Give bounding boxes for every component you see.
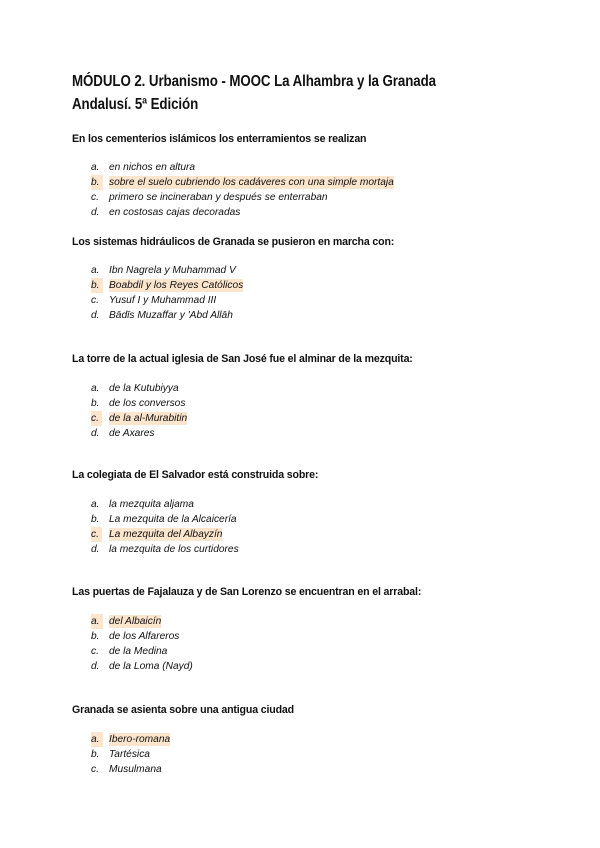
answer-list xyxy=(72,732,542,777)
option-letter: d. xyxy=(91,310,100,321)
answer-option xyxy=(72,659,542,674)
option-letter: b. xyxy=(91,278,103,293)
page-title: MÓDULO 2. Urbanismo - MOOC La Alhambra y la Granada Andalusí. 5ª Edición xyxy=(72,73,436,113)
option-letter: b. xyxy=(91,749,100,760)
question-block xyxy=(72,585,542,674)
answer-option xyxy=(72,512,542,527)
option-text: la mezquita aljama xyxy=(109,499,194,510)
question-text: Las puertas de Fajalauza y de San Lorenzo se encuentran en el arrabal: xyxy=(72,586,422,598)
option-text: primero se incineraban y después se enterraban xyxy=(109,192,328,203)
question-text: Los sistemas hidráulicos de Granada se pusieron en marcha con: xyxy=(72,236,395,248)
answer-list xyxy=(72,263,542,323)
option-letter: c. xyxy=(91,411,102,426)
option-text: de la Loma (Nayd) xyxy=(109,661,193,672)
option-text: Musulmana xyxy=(109,764,162,775)
answer-option xyxy=(72,381,542,396)
option-text: Bādīs Muzaffar y 'Abd Allāh xyxy=(109,310,233,321)
option-letter: b. xyxy=(91,398,100,409)
answer-option-correct xyxy=(72,527,542,542)
option-text: del Albaicín xyxy=(109,616,162,627)
option-letter: a. xyxy=(91,732,103,747)
answer-option xyxy=(72,308,542,323)
option-text: de la al-Murabitin xyxy=(109,413,188,424)
option-letter: d. xyxy=(91,661,100,672)
question-block xyxy=(72,235,542,323)
answer-option xyxy=(72,293,542,308)
option-text: de los Alfareros xyxy=(109,631,180,642)
option-text: La mezquita del Albayzín xyxy=(109,529,223,540)
option-text: Ibn Nagrela y Muhammad V xyxy=(109,265,236,276)
answer-option-correct xyxy=(72,732,542,747)
option-letter: b. xyxy=(91,631,100,642)
option-letter: c. xyxy=(91,646,99,657)
option-text: la mezquita de los curtidores xyxy=(109,544,239,555)
question-text: En los cementerios islámicos los enterramientos se realizan xyxy=(72,133,367,145)
option-text: Boabdil y los Reyes Católicos xyxy=(109,280,244,291)
answer-option xyxy=(72,205,542,220)
option-letter: d. xyxy=(91,428,100,439)
answer-option-correct xyxy=(72,175,542,190)
answer-option-correct xyxy=(72,278,542,293)
answer-option xyxy=(72,542,542,557)
option-letter: c. xyxy=(91,764,99,775)
option-letter: c. xyxy=(91,527,102,542)
option-letter: a. xyxy=(91,162,100,173)
answer-option xyxy=(72,644,542,659)
option-letter: d. xyxy=(91,207,100,218)
answer-list xyxy=(72,497,542,557)
option-text: en nichos en altura xyxy=(109,162,196,173)
answer-option xyxy=(72,263,542,278)
answer-option xyxy=(72,762,542,777)
option-letter: a. xyxy=(91,499,100,510)
answer-list xyxy=(72,614,542,674)
answer-option-correct xyxy=(72,411,542,426)
option-text: La mezquita de la Alcaicería xyxy=(109,514,237,525)
question-text: La colegiata de El Salvador está construida sobre: xyxy=(72,469,319,481)
answer-option-correct xyxy=(72,614,542,629)
option-letter: a. xyxy=(91,614,103,629)
option-text: Tartésica xyxy=(109,749,150,760)
question-block xyxy=(72,703,542,777)
question-block xyxy=(72,468,542,557)
option-letter: a. xyxy=(91,383,100,394)
option-text: sobre el suelo cubriendo los cadáveres con una simple mortaja xyxy=(109,177,394,188)
question-block xyxy=(72,132,542,220)
option-text: Ibero-romana xyxy=(109,734,171,745)
question-text: La torre de la actual iglesia de San José fue el alminar de la mezquita: xyxy=(72,353,413,365)
option-letter: a. xyxy=(91,265,100,276)
answer-option xyxy=(72,190,542,205)
answer-option xyxy=(72,629,542,644)
question-block xyxy=(72,352,542,441)
answer-option xyxy=(72,160,542,175)
answer-option xyxy=(72,426,542,441)
option-text: de los conversos xyxy=(109,398,186,409)
answer-option xyxy=(72,747,542,762)
option-letter: b. xyxy=(91,175,103,190)
option-text: en costosas cajas decoradas xyxy=(109,207,241,218)
option-text: de Axares xyxy=(109,428,155,439)
option-letter: b. xyxy=(91,514,100,525)
answer-list xyxy=(72,381,542,441)
option-text: de la Kutubiyya xyxy=(109,383,179,394)
option-letter: c. xyxy=(91,295,99,306)
question-text: Granada se asienta sobre una antigua ciudad xyxy=(72,704,294,716)
option-text: de la Medina xyxy=(109,646,168,657)
answer-list xyxy=(72,160,542,220)
option-letter: c. xyxy=(91,192,99,203)
option-letter: d. xyxy=(91,544,100,555)
answer-option xyxy=(72,497,542,512)
answer-option xyxy=(72,396,542,411)
option-text: Yusuf I y Muhammad III xyxy=(109,295,217,306)
